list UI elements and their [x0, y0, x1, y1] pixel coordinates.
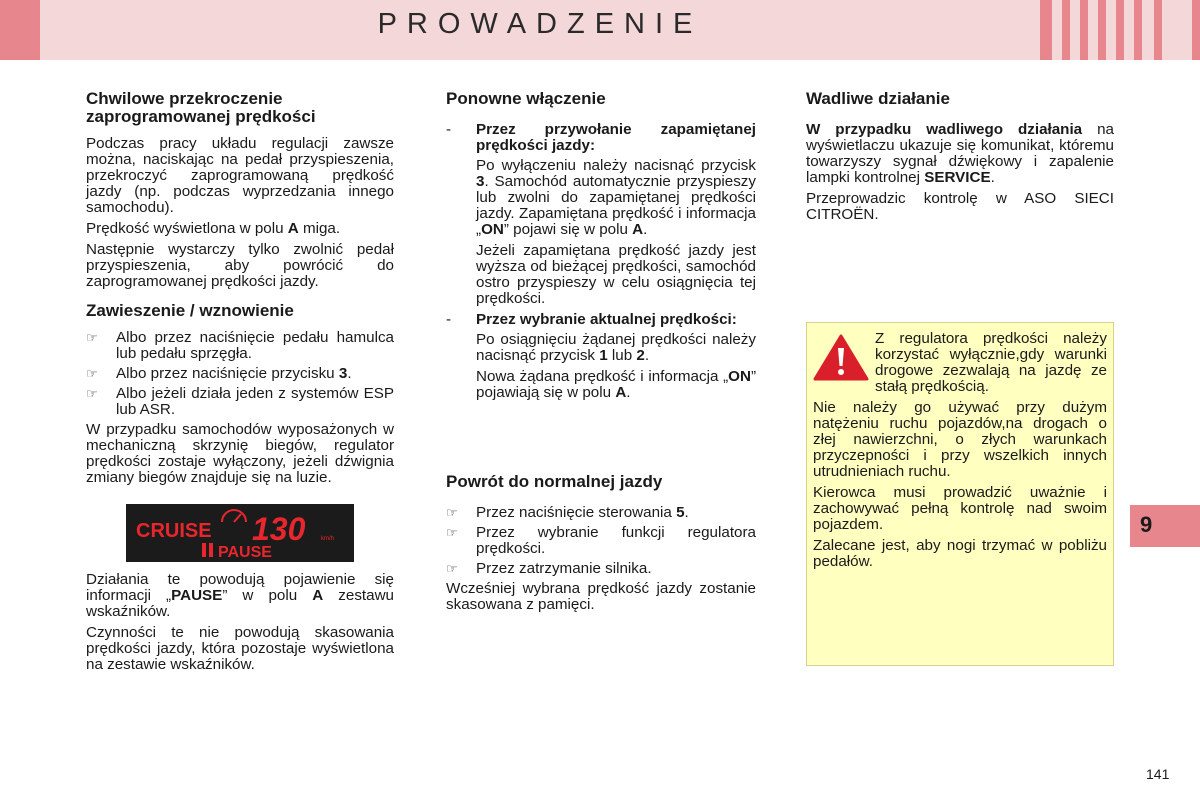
warning-paragraph: Kierowca musi prowadzić uważnie i zachowywać pełną kontrolę nad swoim pojazdem. — [813, 484, 1107, 533]
paragraph: Czynności te nie powodują skasowania prędkości jazdy, która pozostaje wyświetlona na zestawie wskaźników. — [86, 624, 394, 673]
paragraph: Przeprowadzic kontrolę w ASO SIECI CITROËN. — [806, 190, 1114, 223]
speedometer-icon — [222, 510, 246, 522]
chapter-number: 9 — [1140, 512, 1153, 537]
column-2 — [446, 90, 756, 618]
bullet-item: ☞ Przez zatrzymanie silnika. — [446, 560, 652, 577]
cruise-display-image — [126, 504, 354, 562]
cruise-display-graphic — [126, 504, 354, 562]
bullet-item: ☞ Przez naciśnięcie sterowania 5. — [446, 504, 689, 521]
dash-item: - Przez wybranie aktualnej prędkości: — [446, 311, 737, 328]
section-heading: Ponowne włączenie — [446, 89, 606, 108]
column-1 — [86, 90, 394, 678]
paragraph: Nowa żądana prędkość i informacja „ON” pojawiają się w polu A. — [476, 368, 756, 401]
bullet-item: ☞ Albo jeżeli działa jeden z systemów ESP lub ASR. — [86, 385, 394, 418]
paragraph: Prędkość wyświetlona w polu A miga. — [86, 220, 341, 237]
bullet-item: ☞ Albo przez naciśnięcie pedału hamulca lub pedału sprzęgła. — [86, 329, 394, 362]
paragraph: Wcześniej wybrana prędkość jazdy zostanie skasowana z pamięci. — [446, 580, 756, 613]
paragraph: W przypadku wadliwego działania na wyświetlaczu ukazuje się komunikat, któremu towarzyszy sygnał dźwiękowy i zapalenie lampki kontrolnej SERVICE. — [806, 121, 1114, 186]
bullet-item: ☞ Albo przez naciśnięcie przycisku 3. — [86, 365, 352, 382]
speed-unit: km/h — [321, 536, 335, 542]
exclamation-triangle-icon — [813, 333, 869, 381]
paragraph: Po wyłączeniu należy nacisnąć przycisk 3. Samochód automatycznie przyspieszy lub zwolni do zapamiętanej prędkości jazdy. Zapamiętana prędkość i informacja „ON” pojawi się w polu A. — [476, 157, 756, 238]
paragraph: Po osiągnięciu żądanej prędkości należy nacisnąć przycisk 1 lub 2. — [476, 331, 756, 364]
section-heading: Zawieszenie / wznowienie — [86, 301, 294, 320]
pointing-hand-icon: ☞ — [86, 386, 98, 401]
pointing-hand-icon: ☞ — [86, 330, 98, 345]
pointing-hand-icon: ☞ — [446, 525, 458, 540]
pause-label: PAUSE — [218, 544, 272, 561]
bullet-item: ☞ Przez wybranie funkcji regulatora prędkości. — [446, 524, 756, 557]
header-decor-stripes — [1052, 0, 1192, 60]
warning-box — [806, 322, 1114, 666]
paragraph: W przypadku samochodów wyposażonych w mechaniczną skrzynię biegów, regulator prędkości zostaje wyłączony, jeżeli dźwignia zmiany biegów znajduje się na luzie. — [86, 421, 394, 486]
paragraph: Działania te powodują pojawienie się informacji „PAUSE” w polu A zestawu wskaźników. — [86, 571, 394, 620]
header-title-band — [40, 0, 1040, 60]
page-header — [0, 0, 1200, 60]
dash-item: - Przez przywołanie zapamiętanej prędkości jazdy: — [446, 121, 756, 154]
page-title: PROWADZENIE — [377, 8, 703, 40]
section-heading: Chwilowe przekroczenie zaprogramowanej prędkości — [86, 89, 316, 126]
warning-paragraph: Nie należy go używać przy dużym natężeniu ruchu pojazdów,na drogach o złej nawierzchni, o złych warunkach przyczepności i przy wszelkich innych utrudnieniach ruchu. — [813, 399, 1107, 480]
warning-paragraph: Z regulatora prędkości należy korzystać wyłącznie,gdy warunki drogowe zezwalają na jazdę ze stałą prędkością. — [875, 330, 1107, 395]
chapter-tab — [1130, 505, 1200, 547]
pointing-hand-icon: ☞ — [446, 505, 458, 520]
column-3 — [806, 90, 1114, 228]
speed-value: 130 — [252, 511, 306, 547]
page-number: 141 — [1146, 766, 1170, 782]
pointing-hand-icon: ☞ — [446, 561, 458, 576]
paragraph: Jeżeli zapamiętana prędkość jazdy jest wyższa od bieżącej prędkości, samochód ostro przyspieszy w celu osiągnięcia tej prędkości. — [476, 242, 756, 307]
cruise-label: CRUISE — [136, 520, 212, 542]
pointing-hand-icon: ☞ — [86, 366, 98, 381]
paragraph: Następnie wystarczy tylko zwolnić pedał przyspieszenia, aby powrócić do zaprogramowanej prędkości jazdy. — [86, 241, 394, 290]
paragraph: Podczas pracy układu regulacji zawsze można, naciskając na pedał przyspieszenia, przekroczyć zaprogramowaną prędkość jazdy (np. podczas wyprzedzania innego samochodu). — [86, 135, 394, 216]
warning-paragraph: Zalecane jest, aby nogi trzymać w pobliżu pedałów. — [813, 537, 1107, 570]
section-heading: Wadliwe działanie — [806, 89, 950, 108]
section-heading: Powrót do normalnej jazdy — [446, 472, 663, 491]
